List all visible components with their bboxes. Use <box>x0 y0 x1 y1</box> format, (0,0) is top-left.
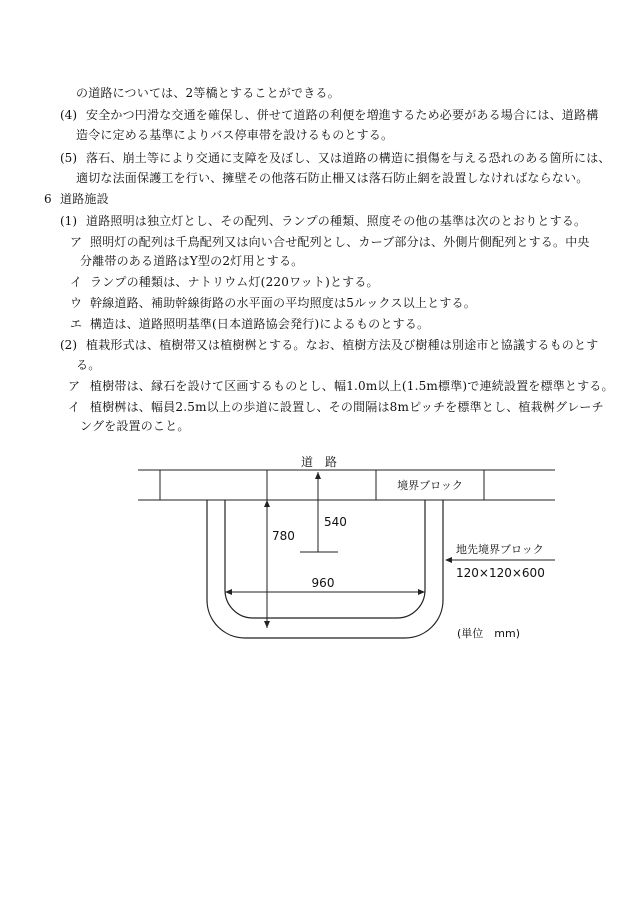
arrowhead <box>225 589 232 595</box>
paragraph-line-1: の道路については、2等橋とすることができる。 <box>76 86 340 100</box>
arrowhead <box>264 500 270 507</box>
paragraph-line-13: 植栽形式は、植樹帯又は植樹桝とする。なお、植樹方法及び樹種は別途市と協議するものとす <box>86 338 599 352</box>
dimension-960-label: 960 <box>311 576 335 590</box>
paragraph-line-14: る。 <box>76 358 101 372</box>
sub-item-a: ア <box>70 235 83 249</box>
dimension-780-label: 780 <box>272 529 295 543</box>
sub-item-u: ウ <box>70 296 83 310</box>
paragraph-line-5: 適切な法面保護工を行い、擁壁その他落石防止柵又は落石防止網を設置しなければならない。 <box>76 171 589 185</box>
paragraph-line-4: 落石、崩土等により交通に支障を及ぼし、又は道路の構造に損傷を与える恐れのある箇所には、 <box>86 151 611 165</box>
paragraph-line-12: 構造は、道路照明基準(日本道路協会発行)によるものとする。 <box>90 317 430 331</box>
sub-item-a-2: ア <box>68 379 81 393</box>
paragraph-line-7: 道路照明は独立灯とし、その配列、ランプの種類、照度その他の基準は次のとおりとする。 <box>86 214 587 228</box>
road-label: 道 路 <box>300 455 338 469</box>
sub-item-i-2: イ <box>68 400 81 414</box>
paragraph-line-8: 照明灯の配列は千鳥配列又は向い合せ配列とし、カーブ部分は、外側片側配列とする。中央 <box>90 235 590 249</box>
arrowhead <box>264 621 270 628</box>
item-number-5: (5) <box>60 151 77 165</box>
item-number-1: (1) <box>60 214 77 228</box>
paragraph-line-15: 植樹帯は、縁石を設けて区画するものとし、幅1.0m以上(1.5m標準)で連続設置を標準とする。 <box>90 379 614 393</box>
arrowhead <box>315 472 321 479</box>
paragraph-line-9: 分離帯のある道路はY型の2灯用とする。 <box>80 254 304 268</box>
sub-item-e: エ <box>70 317 83 331</box>
curb-block-size: 120×120×600 <box>456 566 545 580</box>
dimension-540-label: 540 <box>324 515 347 529</box>
item-number-4: (4) <box>60 108 77 122</box>
arrowhead <box>445 557 452 563</box>
item-number-2: (2) <box>60 338 77 352</box>
paragraph-line-2: 安全かつ円滑な交通を確保し、併せて道路の利便を増進するため必要がある場合には、道路構 <box>86 108 599 122</box>
boundary-block-label: 境界ブロック <box>397 479 463 492</box>
paragraph-line-3: 造令に定める基準によりバス停車帯を設けるものとする。 <box>76 128 394 142</box>
arrowhead <box>418 589 425 595</box>
sub-item-i: イ <box>70 275 83 289</box>
paragraph-line-16: 植樹桝は、幅員2.5m以上の歩道に設置し、その間隔は8mピッチを標準とし、植栽桝グレーチ <box>90 400 604 414</box>
paragraph-line-10: ランプの種類は、ナトリウム灯(220ワット)とする。 <box>90 275 379 289</box>
paragraph-line-17: ングを設置のこと。 <box>80 419 190 433</box>
section-heading: 道路施設 <box>60 192 109 206</box>
section-number-6: 6 <box>44 192 52 206</box>
unit-label: (単位 mm) <box>457 627 521 640</box>
curb-block-label: 地先境界ブロック <box>456 543 544 556</box>
paragraph-line-11: 幹線道路、補助幹線街路の水平面の平均照度は5ルックス以上とする。 <box>90 296 476 310</box>
